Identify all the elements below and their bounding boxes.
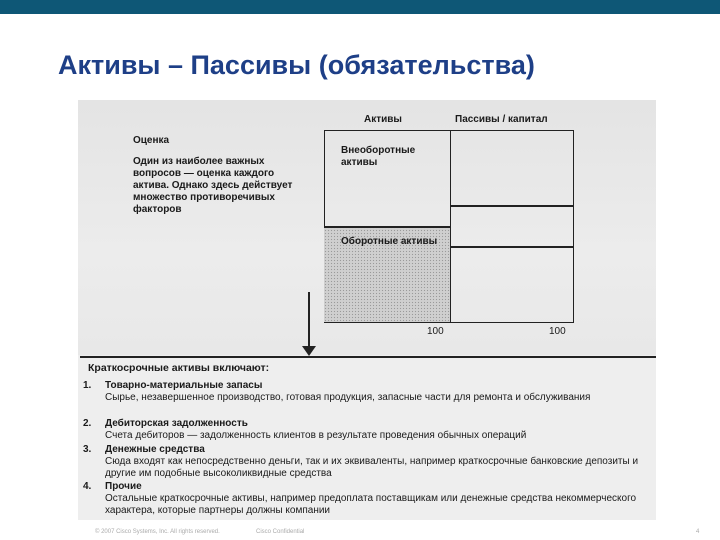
current-assets-label: Оборотные активы [341, 236, 438, 247]
separator-line [80, 356, 656, 358]
arrow-down-icon [302, 346, 316, 356]
list-item-title: Прочие [105, 481, 142, 492]
slide-title: Активы – Пассивы (обязательства) [58, 50, 535, 80]
list-item-title: Денежные средства [105, 444, 205, 455]
liabilities-header: Пассивы / капитал [455, 114, 548, 125]
list-item-desc: Сырье, незавершенное производство, готовая продукция, запасные части для ремонта и обслуживания [105, 391, 591, 403]
list-item-desc: Сюда входят как непосредственно деньги, так и их эквиваленты, например краткосрочные банковские депозиты и другие им подобные высоколиквидные средства [105, 455, 639, 479]
assets-header: Активы [364, 114, 402, 125]
arrow-line [308, 292, 310, 350]
list-item-title: Товарно-материальные запасы [105, 380, 263, 391]
total-liabilities: 100 [549, 326, 566, 337]
top-bar [0, 0, 720, 14]
total-assets: 100 [427, 326, 444, 337]
list-item-title: Дебиторская задолженность [105, 418, 248, 429]
list-heading: Краткосрочные активы включают: [88, 362, 270, 374]
valuation-text: Один из наиболее важных вопросов — оценка каждого актива. Однако здесь действует множество противоречивых факторов [133, 156, 293, 215]
footer-confidential: Cisco Confidential [256, 529, 305, 535]
page-number: 4 [696, 529, 700, 535]
list-item-desc: Счета дебиторов — задолженность клиентов в результате проведения обычных операций [105, 429, 527, 441]
valuation-heading: Оценка [133, 135, 170, 146]
noncurrent-assets-label: Внеоборотные активы [341, 145, 416, 168]
list-item-desc: Остальные краткосрочные активы, например предоплата поставщикам или денежные средства некоммерческого характера, которые партнеры должны компании [105, 492, 637, 516]
footer-copyright: © 2007 Cisco Systems, Inc. All rights reserved. [95, 529, 220, 535]
liabilities-column [450, 130, 574, 323]
